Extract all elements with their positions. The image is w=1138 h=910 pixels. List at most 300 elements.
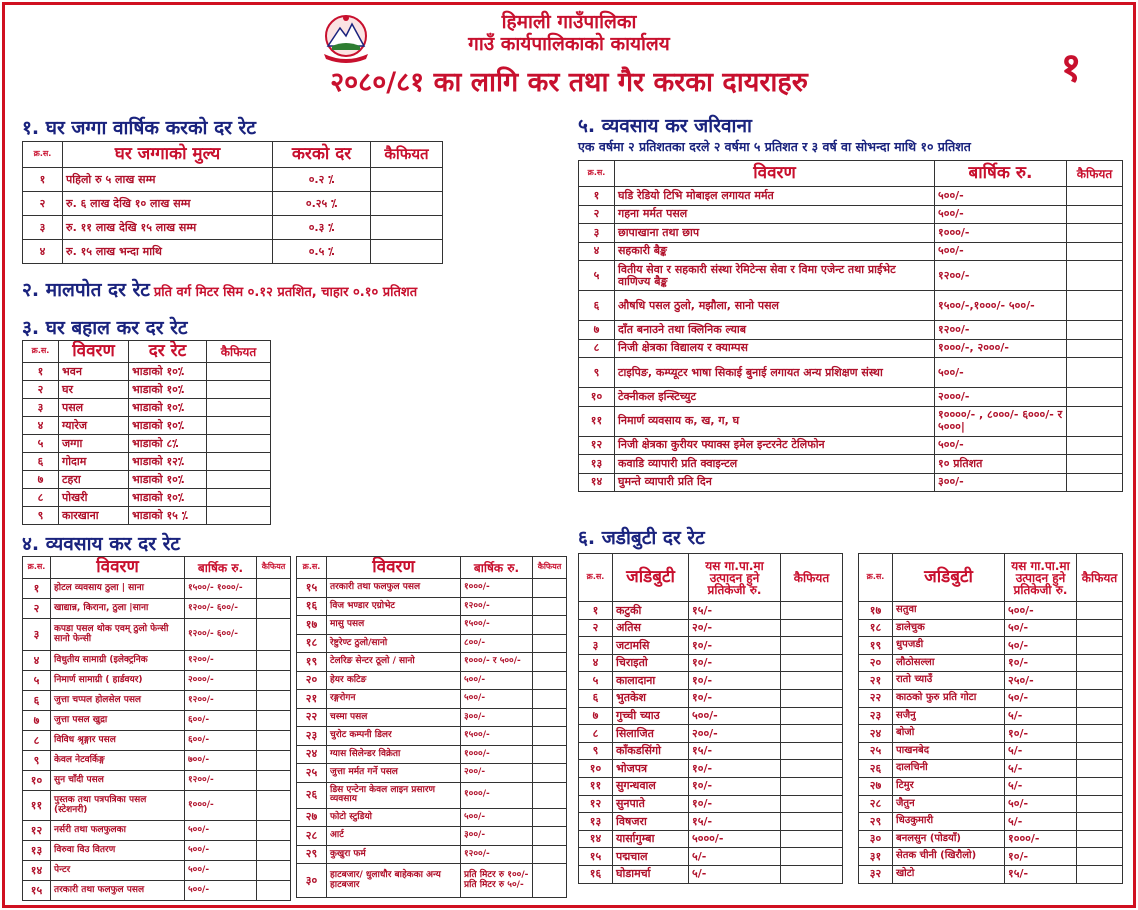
cell-remarks <box>533 708 567 727</box>
cell-remarks <box>533 616 567 635</box>
cell-remarks <box>1067 321 1123 340</box>
table-row <box>859 848 1123 866</box>
col-sn: क्र.स. <box>579 554 613 602</box>
cell-sn: ७ <box>23 471 59 489</box>
table-row <box>859 602 1123 620</box>
cell-value: भाडाको १०⁒ <box>129 381 207 399</box>
cell-value: १०/- <box>1005 848 1077 866</box>
cell-sn: २० <box>297 671 327 690</box>
table-row <box>297 782 567 808</box>
cell-description: कटुकी <box>613 602 689 620</box>
table-row <box>23 599 291 619</box>
cell-value: ५/- <box>1005 742 1077 760</box>
cell-value: १० प्रतिशत <box>935 455 1067 474</box>
cell-remarks <box>257 579 291 599</box>
cell-sn: १३ <box>579 455 615 474</box>
cell-value: ६००/- <box>185 711 257 731</box>
col-description: विवरण <box>615 161 935 187</box>
cell-value: ५००/- <box>1005 602 1077 620</box>
cell-description: टाइपिङ, कम्प्यूटर भाषा सिकाई बुनाई लगायत अन्य प्रशिक्षण संस्था <box>615 358 935 388</box>
cell-sn: १४ <box>579 473 615 492</box>
cell-sn: ३ <box>23 619 51 651</box>
cell-description: होटल व्यवसाय ठुला | साना <box>51 579 185 599</box>
cell-value: प्रति मिटर रु १००/- प्रति मिटर रु ५०/- <box>461 864 533 898</box>
cell-sn: २० <box>859 654 893 672</box>
cell-remarks <box>1077 637 1123 655</box>
cell-sn: १५ <box>297 579 327 598</box>
cell-value: १२००/- <box>935 321 1067 340</box>
herb-rate-table-left <box>578 553 843 884</box>
cell-description: रु. ६ लाख देखि १० लाख सम्म <box>63 192 273 216</box>
table-row <box>859 865 1123 883</box>
cell-remarks <box>1067 455 1123 474</box>
cell-sn: १४ <box>23 861 51 881</box>
cell-remarks <box>257 711 291 731</box>
cell-description: रु. १५ लाख भन्दा माथि <box>63 240 273 264</box>
section2-title <box>22 276 417 302</box>
table-row <box>297 597 567 616</box>
business-tax-table-left <box>22 556 291 901</box>
col-description: विवरण <box>51 557 185 579</box>
cell-sn: २३ <box>859 707 893 725</box>
cell-sn: १० <box>23 771 51 791</box>
cell-remarks <box>207 381 271 399</box>
cell-description: यार्सागुम्बा <box>613 830 689 848</box>
cell-description: सुगन्धवाल <box>613 777 689 795</box>
table-row <box>859 742 1123 760</box>
table-row <box>579 865 843 883</box>
cell-value: १५००/- <box>461 616 533 635</box>
table-row <box>579 795 843 813</box>
table-row <box>23 691 291 711</box>
cell-sn: २२ <box>859 689 893 707</box>
cell-remarks <box>371 192 443 216</box>
cell-description: डालेचुक <box>893 619 1005 637</box>
table-row <box>23 861 291 881</box>
cell-value: ५००/- <box>461 808 533 827</box>
cell-remarks <box>533 690 567 709</box>
cell-remarks <box>533 827 567 846</box>
table-row <box>859 689 1123 707</box>
col-price-per-kg: यस गा.पा.मा उत्पादन हुने प्रतिकेजी रु. <box>1005 554 1077 602</box>
cell-value: १००००/- , ८०००/- ६०००/- र ५०००| <box>935 406 1067 436</box>
table-row <box>23 507 271 525</box>
table-row <box>579 848 843 866</box>
cell-value: ५०/- <box>1005 795 1077 813</box>
cell-value: १०००/- <box>935 224 1067 243</box>
cell-description: विज भण्डार एग्रोभेट <box>327 597 461 616</box>
cell-remarks <box>257 751 291 771</box>
cell-description: धुपजडी <box>893 637 1005 655</box>
cell-sn: १९ <box>297 653 327 672</box>
section3-title: ३. घर बहाल कर दर रेट <box>22 317 188 339</box>
cell-value: १०००/- <box>461 745 533 764</box>
cell-description: सजैनु <box>893 707 1005 725</box>
cell-sn: २६ <box>859 760 893 778</box>
cell-description: वितीय सेवा र सहकारी संस्था रेमिटेन्स सेवा र विमा एजेन्ट तथा प्राईभेट वाणिज्य बैङ्क <box>615 261 935 291</box>
cell-remarks <box>533 845 567 864</box>
cell-description: धिउकुमारी <box>893 813 1005 831</box>
table-row <box>579 760 843 778</box>
cell-sn: २९ <box>297 845 327 864</box>
cell-remarks <box>781 813 843 831</box>
cell-value: २५०/- <box>1005 672 1077 690</box>
col-price-per-kg: यस गा.पा.मा उत्पादन हुने प्रतिकेजी रु. <box>689 554 781 602</box>
cell-sn: १९ <box>859 637 893 655</box>
cell-remarks <box>257 599 291 619</box>
cell-remarks <box>257 791 291 821</box>
cell-remarks <box>207 507 271 525</box>
cell-description: डिस एन्टेना केवल लाइन प्रसारण व्यवसाय <box>327 782 461 808</box>
cell-remarks <box>1077 672 1123 690</box>
cell-sn: ३० <box>297 864 327 898</box>
col-tax-rate: करको दर <box>273 142 371 168</box>
cell-sn: २६ <box>297 782 327 808</box>
cell-description: फोटो स्टुडियो <box>327 808 461 827</box>
table-row <box>23 192 443 216</box>
cell-remarks <box>781 760 843 778</box>
cell-value: १२००/- ६००/- <box>185 619 257 651</box>
cell-value: ५००/- <box>461 690 533 709</box>
cell-value: १५/- <box>689 742 781 760</box>
cell-description: पाखनबेद <box>893 742 1005 760</box>
cell-value: १५/- <box>1005 865 1077 883</box>
cell-remarks <box>1077 777 1123 795</box>
cell-description: बनलसुन (पोडयाँ) <box>893 830 1005 848</box>
cell-remarks <box>257 841 291 861</box>
col-remarks: कैफियत <box>371 142 443 168</box>
section2-note: प्रति वर्ग मिटर सिम ०.१२ प्रतशित, चाहार ०.१० प्रतिशत <box>153 285 418 300</box>
cell-description: काँकडसिंगो <box>613 742 689 760</box>
table-row <box>579 672 843 690</box>
cell-remarks <box>781 865 843 883</box>
cell-value: २००/- <box>461 764 533 783</box>
table-row <box>859 795 1123 813</box>
cell-remarks <box>207 471 271 489</box>
table-row <box>23 821 291 841</box>
cell-remarks <box>781 777 843 795</box>
cell-sn: ७ <box>579 321 615 340</box>
table-row <box>579 689 843 707</box>
cell-sn: १२ <box>23 821 51 841</box>
cell-description: पहिलो रु ५ लाख सम्म <box>63 168 273 192</box>
cell-sn: ६ <box>579 291 615 321</box>
herb-rate-table-right <box>858 553 1123 884</box>
cell-value: १०/- <box>689 795 781 813</box>
cell-remarks <box>1077 725 1123 743</box>
col-sn: क्र.स. <box>579 161 615 187</box>
cell-remarks <box>533 579 567 598</box>
col-annual: बार्षिक रु. <box>935 161 1067 187</box>
cell-sn: २१ <box>859 672 893 690</box>
cell-remarks <box>207 435 271 453</box>
cell-description: निजी क्षेत्रका विद्यालय र क्याम्पस <box>615 339 935 358</box>
cell-remarks <box>781 602 843 620</box>
cell-value: १०००/-, २०००/- <box>935 339 1067 358</box>
table-row <box>859 637 1123 655</box>
cell-value: भाडाको १०⁒ <box>129 363 207 381</box>
cell-remarks <box>781 848 843 866</box>
table-row <box>297 671 567 690</box>
cell-description: रेष्टुरेण्ट ठुलो/सानो <box>327 634 461 653</box>
table-row <box>579 339 1123 358</box>
cell-description: रु. ११ लाख देखि १५ लाख सम्म <box>63 216 273 240</box>
cell-remarks <box>371 168 443 192</box>
cell-remarks <box>207 399 271 417</box>
cell-description: भोजपत्र <box>613 760 689 778</box>
cell-remarks <box>257 691 291 711</box>
cell-value: १२००/- <box>185 691 257 711</box>
cell-description: चस्मा पसल <box>327 708 461 727</box>
cell-remarks <box>257 731 291 751</box>
table-row <box>297 634 567 653</box>
cell-value: १५/- <box>689 602 781 620</box>
cell-remarks <box>1077 760 1123 778</box>
section4-title: ४. व्यवसाय कर दर रेट <box>22 533 180 555</box>
cell-description: जग्गा <box>59 435 129 453</box>
cell-description: पोखरी <box>59 489 129 507</box>
cell-value: १०/- <box>1005 654 1077 672</box>
cell-description: टिमुर <box>893 777 1005 795</box>
cell-description: कपडा पसल थोक एवम् ठुलो फेन्सी सानो फेन्सी <box>51 619 185 651</box>
cell-sn: १० <box>579 388 615 407</box>
cell-sn: ४ <box>579 242 615 261</box>
table-row <box>579 813 843 831</box>
cell-value: १०/- <box>689 777 781 795</box>
section5-note: एक वर्षमा २ प्रतिशतका दरले २ वर्षमा ५ प्रतिशत र ३ वर्ष वा सोभन्दा माथि १० प्रतिशत <box>578 139 971 154</box>
table-row <box>579 436 1123 455</box>
cell-value: १०/- <box>689 672 781 690</box>
table-row <box>23 731 291 751</box>
cell-value: ५००/- <box>185 841 257 861</box>
cell-remarks <box>1077 848 1123 866</box>
cell-sn: १३ <box>579 813 613 831</box>
table-row <box>859 760 1123 778</box>
cell-description: केवल नेटवर्किङ्ग <box>51 751 185 771</box>
cell-value: १०००/- <box>461 579 533 598</box>
cell-value: १०/- <box>1005 725 1077 743</box>
table-row <box>23 579 291 599</box>
cell-remarks <box>1067 242 1123 261</box>
col-remarks: कैफियत <box>257 557 291 579</box>
cell-description: पेन्टर <box>51 861 185 881</box>
cell-sn: ९ <box>23 507 59 525</box>
cell-description: दाँत बनाउने तथा क्लिनिक ल्याब <box>615 321 935 340</box>
cell-sn: ५ <box>23 435 59 453</box>
cell-sn: ३ <box>579 637 613 655</box>
cell-sn: ९ <box>579 358 615 388</box>
table-row <box>23 453 271 471</box>
cell-sn: ३२ <box>859 865 893 883</box>
table-row <box>859 619 1123 637</box>
table-row <box>579 637 843 655</box>
page-number: १ <box>1060 45 1082 91</box>
cell-sn: २८ <box>859 795 893 813</box>
cell-remarks <box>533 808 567 827</box>
cell-description: भवन <box>59 363 129 381</box>
cell-value: ०.३ ⁒ <box>273 216 371 240</box>
cell-value: १५००/- १०००/- <box>185 579 257 599</box>
section1-title: १. घर जग्गा वार्षिक करको दर रेट <box>22 117 256 139</box>
table-row <box>23 435 271 453</box>
cell-value: भाडाको ८⁒ <box>129 435 207 453</box>
cell-value: १२००/- <box>461 845 533 864</box>
table-row <box>579 707 843 725</box>
table-row <box>23 751 291 771</box>
cell-description: गोदाम <box>59 453 129 471</box>
cell-value: ०.५ ⁒ <box>273 240 371 264</box>
cell-value: ५००/- <box>185 821 257 841</box>
cell-sn: १६ <box>297 597 327 616</box>
cell-value: १२००/- ६००/- <box>185 599 257 619</box>
table-row <box>579 830 843 848</box>
cell-sn: २३ <box>297 727 327 746</box>
office-subtitle: गाउँ कार्यपालिकाको कार्यालय <box>468 33 670 55</box>
cell-value: भाडाको १०⁒ <box>129 417 207 435</box>
cell-sn: ४ <box>579 654 613 672</box>
cell-value: ०.२ ⁒ <box>273 168 371 192</box>
cell-remarks <box>781 672 843 690</box>
table-row <box>579 473 1123 492</box>
cell-sn: ५ <box>23 671 51 691</box>
cell-description: हेयर कटिङ <box>327 671 461 690</box>
cell-description: सेतक चीनी (खिरौलो) <box>893 848 1005 866</box>
table-row <box>23 363 271 381</box>
cell-sn: ६ <box>23 691 51 711</box>
cell-value: १०००/- <box>461 782 533 808</box>
cell-sn: ६ <box>23 453 59 471</box>
cell-sn: १७ <box>297 616 327 635</box>
cell-remarks <box>1067 291 1123 321</box>
col-land-value: घर जग्गाको मुल्य <box>63 142 273 168</box>
cell-sn: ३ <box>23 216 63 240</box>
table-row <box>579 187 1123 206</box>
cell-value: ५०००/- <box>689 830 781 848</box>
col-description: विवरण <box>327 557 461 579</box>
cell-description: विरुवा विउ वितरण <box>51 841 185 861</box>
penalty-table <box>578 160 1123 492</box>
cell-remarks <box>781 742 843 760</box>
cell-sn: २१ <box>297 690 327 709</box>
cell-value: भाडाको १०⁒ <box>129 471 207 489</box>
table-row <box>23 841 291 861</box>
table-row <box>23 671 291 691</box>
cell-description: खाद्यान्न, किराना, ठुला |साना <box>51 599 185 619</box>
col-sn: क्र.स. <box>859 554 893 602</box>
cell-description: कुखुरा फर्म <box>327 845 461 864</box>
cell-value: ५/- <box>1005 777 1077 795</box>
page-title: २०८०/८१ का लागि कर तथा गैर करका दायराहरु <box>330 67 808 98</box>
cell-description: खोटो <box>893 865 1005 883</box>
rent-tax-table <box>22 340 271 525</box>
table-row <box>23 651 291 671</box>
cell-remarks <box>781 707 843 725</box>
cell-sn: ३ <box>579 224 615 243</box>
table-row <box>297 690 567 709</box>
cell-remarks <box>1067 388 1123 407</box>
table-row <box>23 711 291 731</box>
cell-value: ५००/- <box>935 187 1067 206</box>
table-row <box>579 619 843 637</box>
cell-description: विविध श्रृङ्गार पसल <box>51 731 185 751</box>
cell-remarks <box>1077 707 1123 725</box>
cell-remarks <box>371 216 443 240</box>
table-row <box>297 708 567 727</box>
col-remarks: कैफियत <box>207 341 271 363</box>
table-row <box>859 777 1123 795</box>
cell-description: पसल <box>59 399 129 417</box>
cell-value: ५०/- <box>1005 619 1077 637</box>
cell-sn: १ <box>579 602 613 620</box>
cell-description: जुत्ता पसल खुद्रा <box>51 711 185 731</box>
cell-description: पद्मचाल <box>613 848 689 866</box>
cell-value: १५००/- <box>461 727 533 746</box>
cell-value: ५००/- <box>689 707 781 725</box>
cell-value: भाडाको १५ ⁒ <box>129 507 207 525</box>
table-row <box>579 242 1123 261</box>
cell-remarks <box>533 782 567 808</box>
cell-remarks <box>781 725 843 743</box>
cell-sn: २२ <box>297 708 327 727</box>
table-row <box>23 881 291 901</box>
cell-description: कारखाना <box>59 507 129 525</box>
cell-sn: ११ <box>579 406 615 436</box>
table-row <box>579 224 1123 243</box>
cell-sn: १५ <box>579 848 613 866</box>
cell-description: गुच्ची च्याउ <box>613 707 689 725</box>
table-row <box>579 725 843 743</box>
cell-description: चुरोट कम्पनी डिलर <box>327 727 461 746</box>
cell-description: सुन चाँदी पसल <box>51 771 185 791</box>
cell-remarks <box>1067 205 1123 224</box>
cell-value: १०००/- <box>185 791 257 821</box>
cell-description: पुस्तक तथा पत्रपत्रिका पसल (स्टेशनरी) <box>51 791 185 821</box>
cell-sn: २८ <box>297 827 327 846</box>
cell-description: जुत्ता चप्पल होलसेल पसल <box>51 691 185 711</box>
cell-value: ५/- <box>689 865 781 883</box>
col-remarks: कैफियत <box>1077 554 1123 602</box>
cell-value: २०/- <box>689 619 781 637</box>
table-row <box>579 388 1123 407</box>
cell-remarks <box>207 417 271 435</box>
col-herb: जडिबुटी <box>613 554 689 602</box>
table-row <box>579 261 1123 291</box>
cell-description: घुमन्ते व्यापारी प्रति दिन <box>615 473 935 492</box>
cell-sn: २ <box>23 192 63 216</box>
cell-remarks <box>1077 830 1123 848</box>
cell-value: ५००/- <box>185 881 257 901</box>
cell-description: मासु पसल <box>327 616 461 635</box>
cell-description: औषधि पसल ठुलो, मझौला, सानो पसल <box>615 291 935 321</box>
cell-description: ग्यास सिलेन्डर विक्रेता <box>327 745 461 764</box>
cell-remarks <box>1067 406 1123 436</box>
table-row <box>23 619 291 651</box>
table-row <box>297 745 567 764</box>
cell-remarks <box>781 654 843 672</box>
section6-title: ६. जडीबुटी दर रेट <box>578 527 705 549</box>
cell-value: ७००/- <box>185 751 257 771</box>
col-remarks: कैफियत <box>781 554 843 602</box>
col-sn: क्र.स. <box>23 341 59 363</box>
table-row <box>23 216 443 240</box>
cell-description: कालादाना <box>613 672 689 690</box>
cell-value: ५/- <box>1005 707 1077 725</box>
table-row <box>23 489 271 507</box>
col-rate: दर रेट <box>129 341 207 363</box>
cell-description: टेलरिङ सेन्टर ठूलो / सानो <box>327 653 461 672</box>
cell-value: १०/- <box>689 760 781 778</box>
col-sn: क्र.स. <box>297 557 327 579</box>
